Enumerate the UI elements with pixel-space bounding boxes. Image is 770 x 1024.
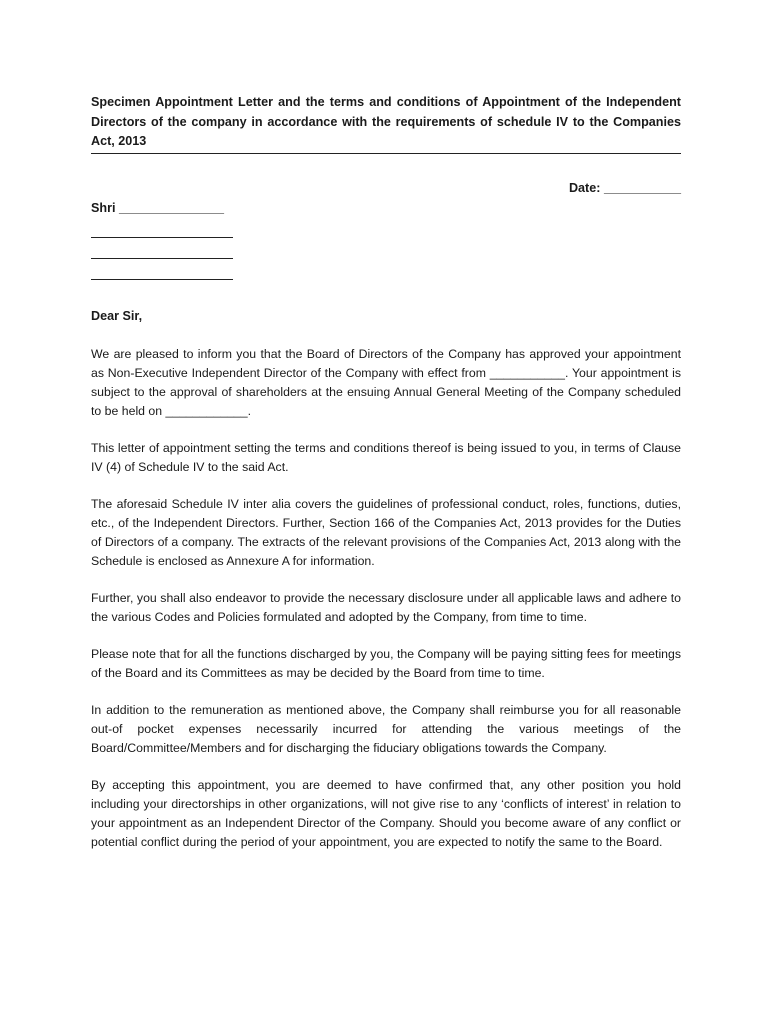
letter-page <box>91 93 681 852</box>
document-title: Specimen Appointment Letter and the terms and conditions of Appointment of the Independent Directors of the company in accordance with the requirements of schedule IV to the Companies Act, 2013 <box>91 93 681 154</box>
date-field: Date: ___________ <box>568 180 681 195</box>
paragraph-conflicts: By accepting this appointment, you are deemed to have confirmed that, any other position you hold including your directorships in other organizations, will not give rise to any ‘conflicts of interest’ in relation to your appointment as an Independent Director of the Company. Should you become aware of any conflict or potential conflict during the period of your appointment, you are expected to notify the same to the Board. <box>91 777 681 849</box>
paragraph-appointment: We are pleased to inform you that the Board of Directors of the Company has approved your appointment as Non-Executive Independent Director of the Company with effect from ___________. Your appointment is subject to the approval of shareholders at the ensuing Annual General Meeting of the Company scheduled to be held on ____________. <box>91 346 681 418</box>
addressee-name: Shri _______________ <box>91 200 225 215</box>
paragraph-expenses: In addition to the remuneration as mentioned above, the Company shall reimburse you for all reasonable out-of pocket expenses necessarily incurred for attending the various meetings of the Board/Committee/Members and for discharging the fiduciary obligations towards the Company. <box>91 702 681 755</box>
paragraph-sitting-fees: Please note that for all the functions discharged by you, the Company will be paying sitting fees for meetings of the Board and its Committees as may be decided by the Board from time to time. <box>91 646 681 680</box>
address-line-blank <box>91 217 233 238</box>
paragraph-letter-terms: This letter of appointment setting the terms and conditions thereof is being issued to you, in terms of Clause IV (4) of Schedule IV to the said Act. <box>91 440 681 474</box>
address-block <box>91 199 681 280</box>
paragraph-disclosure: Further, you shall also endeavor to provide the necessary disclosure under all applicable laws and adhere to the various Codes and Policies formulated and adopted by the Company, from time to time. <box>91 590 681 624</box>
salutation: Dear Sir, <box>91 308 143 323</box>
address-line-blank <box>91 259 233 280</box>
paragraph-schedule-iv: The aforesaid Schedule IV inter alia covers the guidelines of professional conduct, roles, functions, duties, etc., of the Independent Directors. Further, Section 166 of the Companies Act, 2013 provides for the Duties of Directors of a company. The extracts of the relevant provisions of the Companies Act, 2013 along with the Schedule is enclosed as Annexure A for information. <box>91 496 681 568</box>
address-line-blank <box>91 238 233 259</box>
